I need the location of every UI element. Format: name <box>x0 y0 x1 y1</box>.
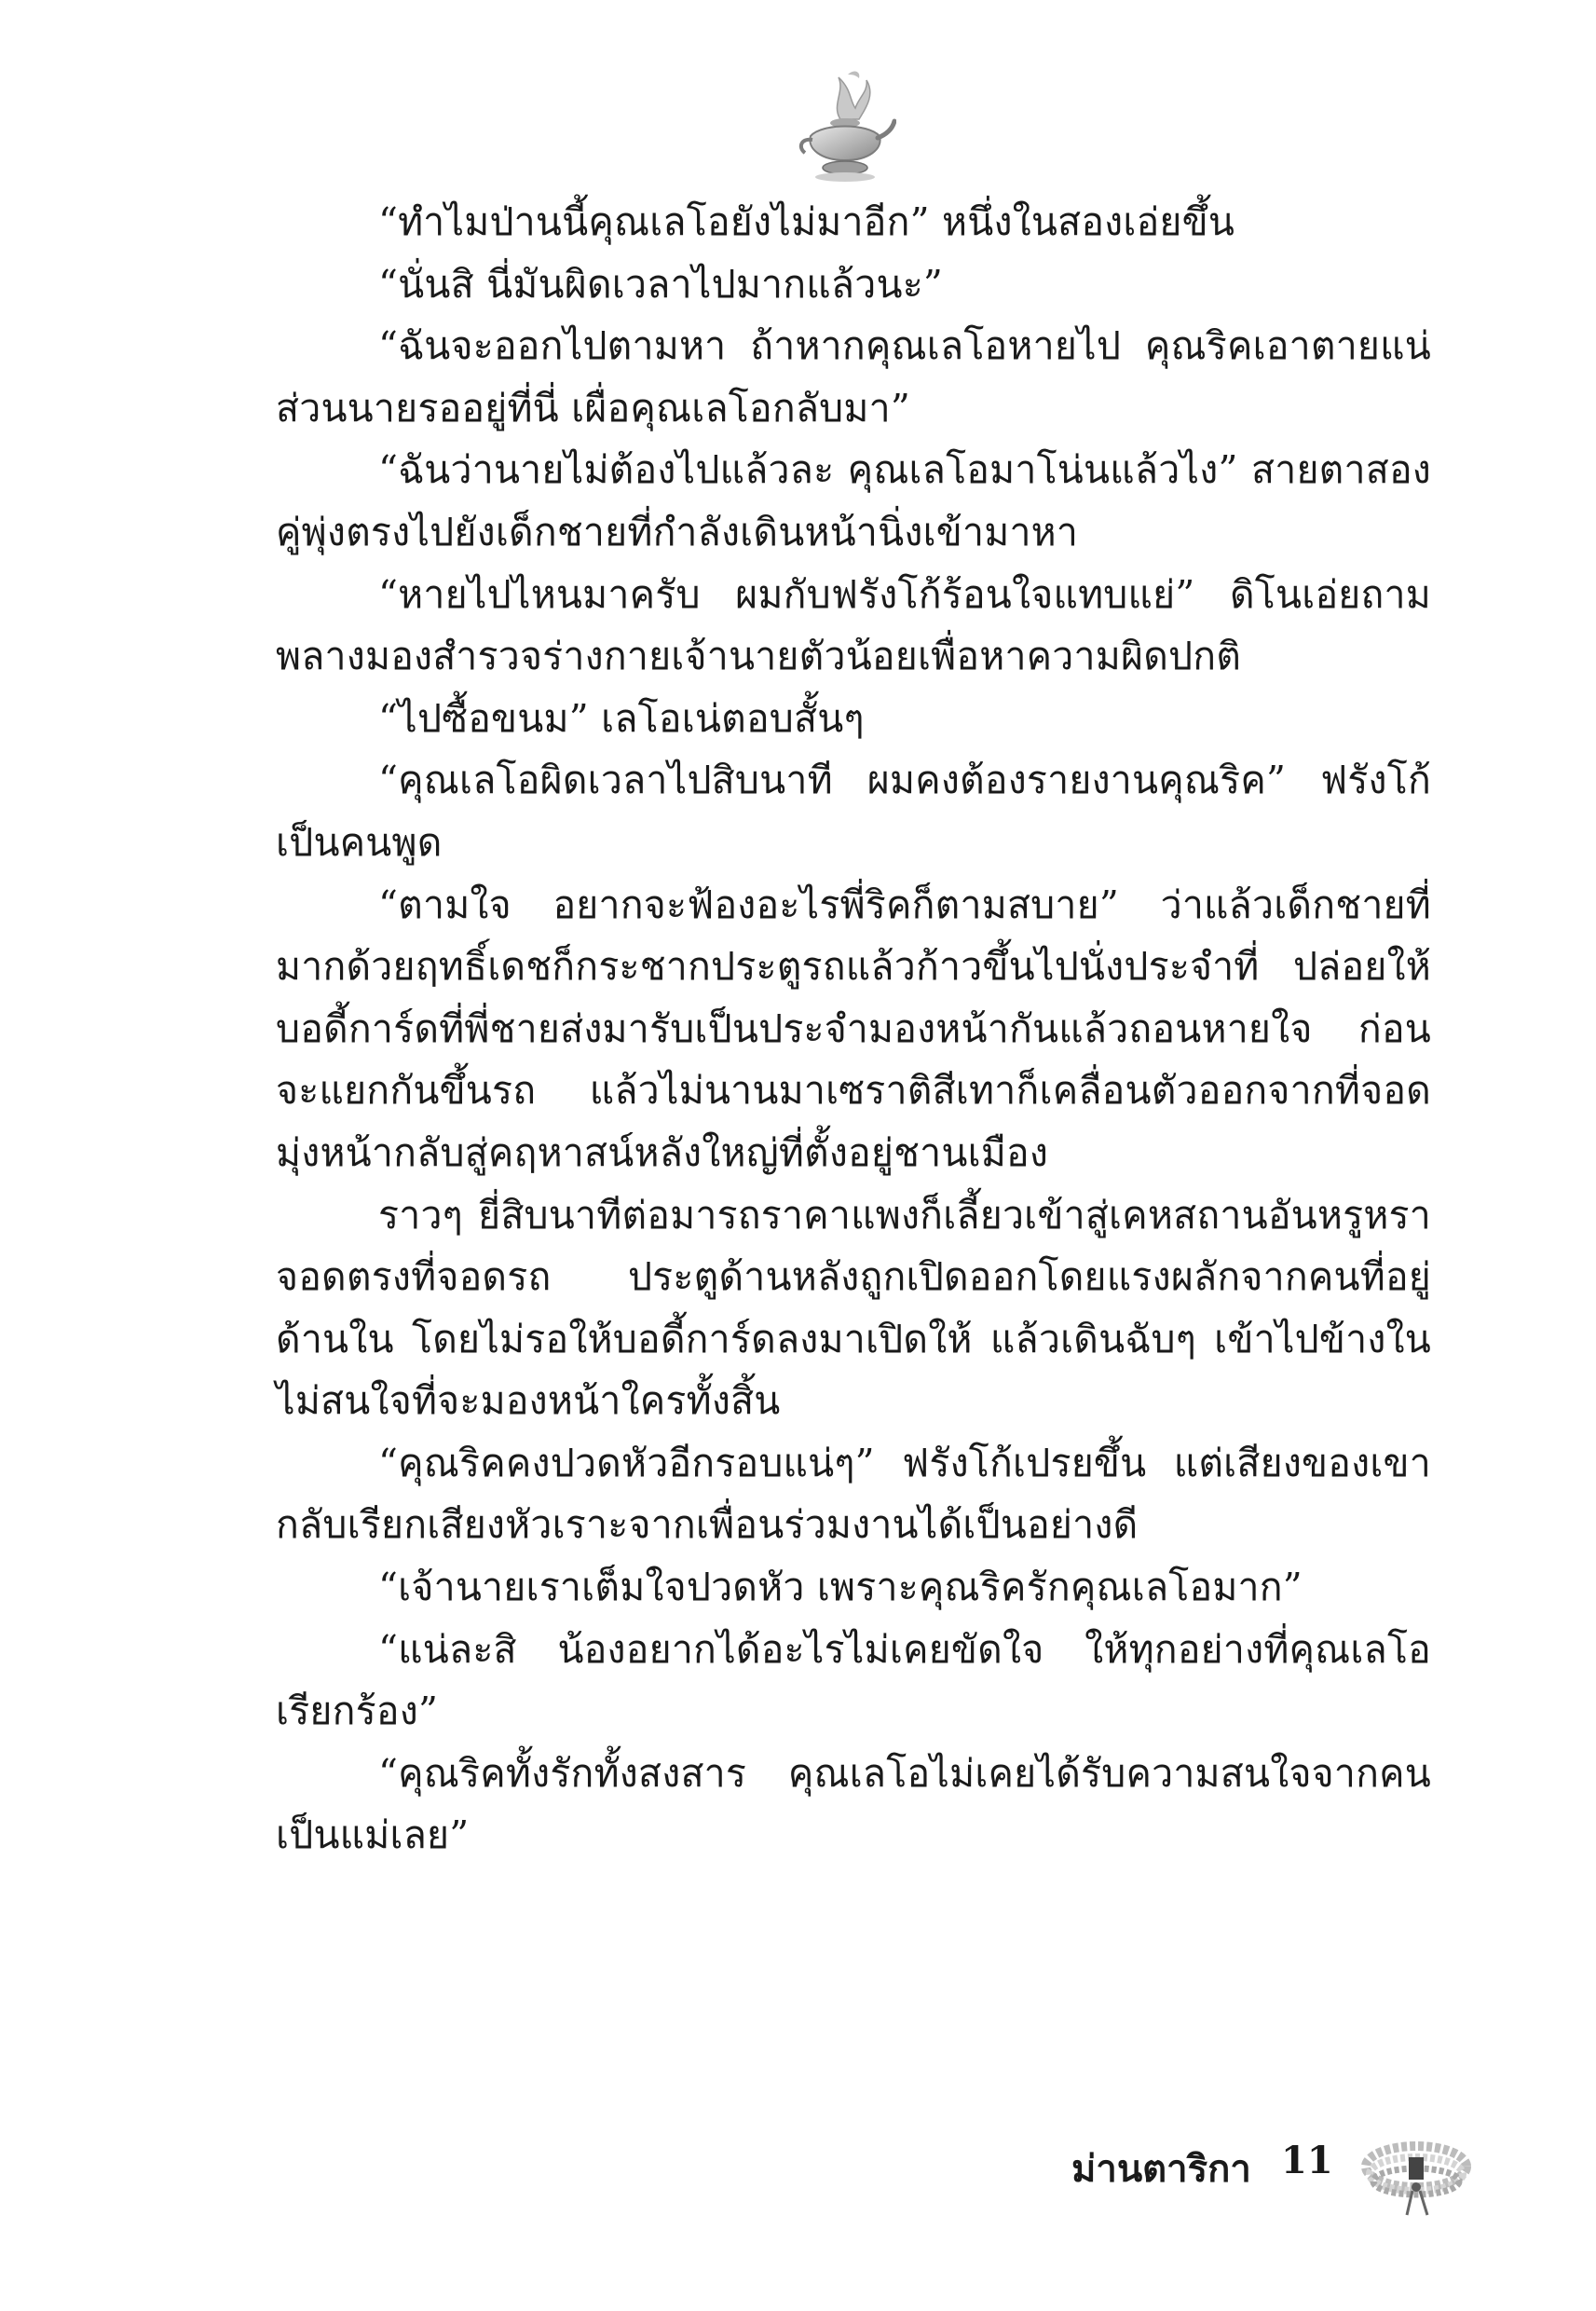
paragraph: “แน่ละสิ น้องอยากได้อะไรไม่เคยขัดใจ ให้ทุกอย่างที่คุณเลโอเรียกร้อง” <box>276 1626 1431 1734</box>
body-text <box>276 191 1431 1867</box>
paragraph: “เจ้านายเราเต็มใจปวดหัว เพราะคุณริครักคุณเลโอมาก” <box>378 1565 1303 1610</box>
paragraph: “หายไปไหนมาครับ ผมกับฟรังโก้ร้อนใจแทบแย่” ดิโนเอ่ยถาม พลางมองสำรวจร่างกายเจ้านายตัวน้อยเพื่อหาความผิดปกติ <box>276 571 1431 679</box>
paragraph: “คุณเลโอผิดเวลาไปสิบนาที ผมคงต้องรายงานคุณริค” ฟรังโก้เป็นคนพูด <box>276 758 1431 865</box>
paragraph: “ตามใจ อยากจะฟ้องอะไรพี่ริคก็ตามสบาย” ว่าแล้วเด็กชายที่มากด้วยฤทธิ์เดชก็กระชากประตูรถแล้วก้าวขึ้นไปนั่งประจำที่ ปล่อยให้บอดี้การ์ดที่พี่ชายส่งมารับเป็นประจำมองหน้ากันแล้วถอนหายใจ ก่อนจะแยกกันขึ้นรถ แล้วไม่นานมาเซราติสีเทาก็เคลื่อนตัวออกจากที่จอด มุ่งหน้ากลับสู่คฤหาสน์หลังใหญ่ที่ตั้งอยู่ชานเมือง <box>276 882 1431 1175</box>
page-number: 11 <box>1281 2139 1333 2182</box>
paragraph: ราวๆ ยี่สิบนาทีต่อมารถราคาแพงก็เลี้ยวเข้าสู่เคหสถานอันหรูหรา จอดตรงที่จอดรถ ประตูด้านหลังถูกเปิดออกโดยแรงผลักจากคนที่อยู่ด้านใน โดยไม่รอให้บอดี้การ์ดลงมาเปิดให้ แล้วเดินฉับๆ เข้าไปข้างใน ไม่สนใจที่จะมองหน้าใครทั้งสิ้น <box>276 1192 1431 1424</box>
paragraph: “ทำไมป่านนี้คุณเลโอยังไม่มาอีก” หนึ่งในสองเอ่ยขึ้น <box>378 199 1235 244</box>
page-footer <box>1071 2129 1481 2232</box>
book-title: ม่านตาริกา <box>1071 2147 1251 2191</box>
paragraph: “คุณริคคงปวดหัวอีกรอบแน่ๆ” ฟรังโก้เปรยขึ้น แต่เสียงของเขากลับเรียกเสียงหัวเราะจากเพื่อนร่วมงานได้เป็นอย่างดี <box>276 1440 1431 1548</box>
paragraph: “คุณริคทั้งรักทั้งสงสาร คุณเลโอไม่เคยได้รับความสนใจจากคนเป็นแม่เลย” <box>276 1750 1431 1858</box>
paragraph: “ฉันว่านายไม่ต้องไปแล้วละ คุณเลโอมาโน่นแล้วไง” สายตาสองคู่พุ่งตรงไปยังเด็กชายที่กำลังเดินหน้านิ่งเข้ามาหา <box>276 447 1431 554</box>
paragraph: “ฉันจะออกไปตามหา ถ้าหากคุณเลโอหายไป คุณริคเอาตายแน่ ส่วนนายรออยู่ที่นี่ เผื่อคุณเลโอกลับมา” <box>276 323 1431 431</box>
genie-lamp-icon <box>794 63 896 185</box>
bead-bracelet-icon <box>1360 2129 1472 2222</box>
paragraph: “นั่นสิ นี่มันผิดเวลาไปมากแล้วนะ” <box>378 261 944 307</box>
paragraph: “ไปซื้อขนม” เลโอเน่ตอบสั้นๆ <box>378 695 865 741</box>
